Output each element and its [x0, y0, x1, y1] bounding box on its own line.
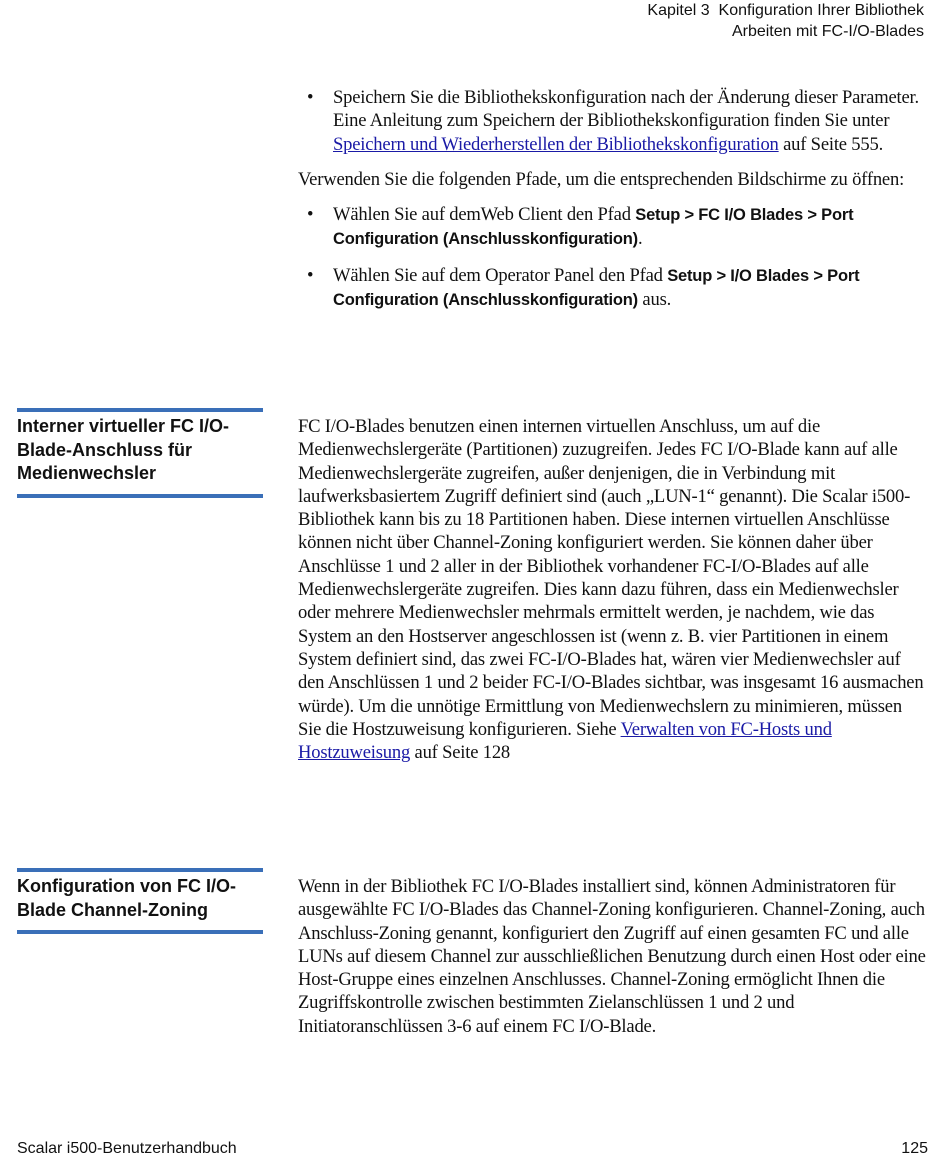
chapter-title: Kapitel 3 Konfiguration Ihrer Bibliothek [647, 2, 924, 19]
paragraph-text-suffix: auf Seite 128 [410, 742, 511, 764]
paths-intro: Verwenden Sie die folgenden Pfade, um die entsprechenden Bildschirme zu öffnen: [298, 168, 905, 190]
link-fc-hosts[interactable]: Verwalten von FC-Hosts und Hostzuweisung [298, 718, 832, 764]
section-heading-virtual-port [17, 408, 263, 498]
running-header [647, 0, 924, 42]
bullet-text: Speichern Sie die Bibliothekskonfiguration nach der Änderung dieser Parameter. Eine Anleitung zum Speichern der Bibliothekskonfiguration finden Sie unter [333, 87, 919, 132]
top-content [298, 86, 926, 312]
section-heading-text: Konfiguration von FC I/O-Blade Channel-Zoning [17, 876, 236, 920]
section-body-channel-zoning [298, 875, 926, 1038]
menu-path: Setup > FC I/O Blades > Port Configuration (Anschlusskonfiguration) [333, 206, 854, 249]
footer-manual-title: Scalar i500-Benutzerhandbuch [17, 1140, 237, 1157]
paragraph [298, 415, 926, 764]
bullet-dot: • [307, 264, 314, 286]
paragraph: Wenn in der Bibliothek FC I/O-Blades installiert sind, können Administratoren für ausgewählte FC I/O-Blades das Channel-Zoning konfigurieren. Channel-Zoning, auch Anschluss-Zoning genannt, konfiguriert den Zugriff auf einen gesamten FC und alle LUNs auf diesem Channel zur ausschließlichen Benutzung durch einen Host oder eine Host-Gruppe eines einzelnen Anschlusses. Channel-Zoning ermöglicht Ihnen die Zugriffskontrolle zwischen bestimmten Zielanschlüssen 1 und 2 und Initiatoranschlüssen 3-6 auf einem FC I/O-Blade. [298, 876, 926, 1037]
section-heading-text: Interner virtueller FC I/O-Blade-Anschluss für Medienwechsler [17, 416, 230, 483]
paragraph-text: FC I/O-Blades benutzen einen internen virtuellen Anschluss, um auf die Medienwechslergeräte (Partitionen) zuzugreifen. Jedes FC I/O-Blade kann auf alle Medienwechslergeräte zugreifen, außer denjenigen, die in Verbindung mit laufwerksbasiertem Zugriff definiert sind (auch „LUN-1“ genannt). Die Scalar i500-Bibliothek kann bis zu 18 Partitionen haben. Diese internen virtuellen Anschlüsse können nicht über Channel-Zoning konfiguriert werden. Sie können daher über Anschlüsse 1 und 2 aller in der Bibliothek vorhandener FC-I/O-Blades auf alle Medienwechslergeräte zugreifen. Dies kann dazu führen, dass ein Medienwechsler oder mehrere Medienwechsler mehrmals ermittelt werden, je nachdem, wie das System an den Hostserver angeschlossen ist (wenn z. B. vier Partitionen in einem System definiert sind, das zwei FC-I/O-Blades hat, wären vier Medienwechsler auf den Anschlüssen 1 und 2 beider FC-I/O-Blades sichtbar, was insgesamt 16 ausmachen würde). Um die unnötige Ermittlung von Medienwechslern zu minimieren, müssen Sie die Hostzuweisung konfigurieren. Siehe [298, 416, 924, 740]
bullet-text: Wählen Sie auf dem Operator Panel den Pfad [333, 264, 668, 286]
bullet-dot: • [307, 204, 314, 226]
bullet-text-suffix: auf Seite 555. [778, 133, 884, 155]
bullet-text-suffix: aus. [637, 289, 672, 311]
bullet-web-client-path [298, 203, 926, 252]
bullet-text: Wählen Sie auf demWeb Client den Pfad [333, 204, 636, 226]
bullet-operator-panel-path [298, 264, 926, 313]
section-heading-channel-zoning [17, 868, 263, 934]
bullet-save-config [298, 86, 926, 156]
section-title: Arbeiten mit FC-I/O-Blades [731, 23, 924, 40]
section-body-virtual-port [298, 415, 926, 764]
menu-path: Setup > I/O Blades > Port Configuration (Anschlusskonfiguration) [333, 266, 860, 310]
link-save-restore-config[interactable]: Speichern und Wiederherstellen der Bibliothekskonfiguration [333, 133, 779, 155]
bullet-text-suffix: . [637, 228, 643, 250]
bullet-dot: • [307, 87, 314, 108]
footer-page-number: 125 [901, 1140, 928, 1157]
